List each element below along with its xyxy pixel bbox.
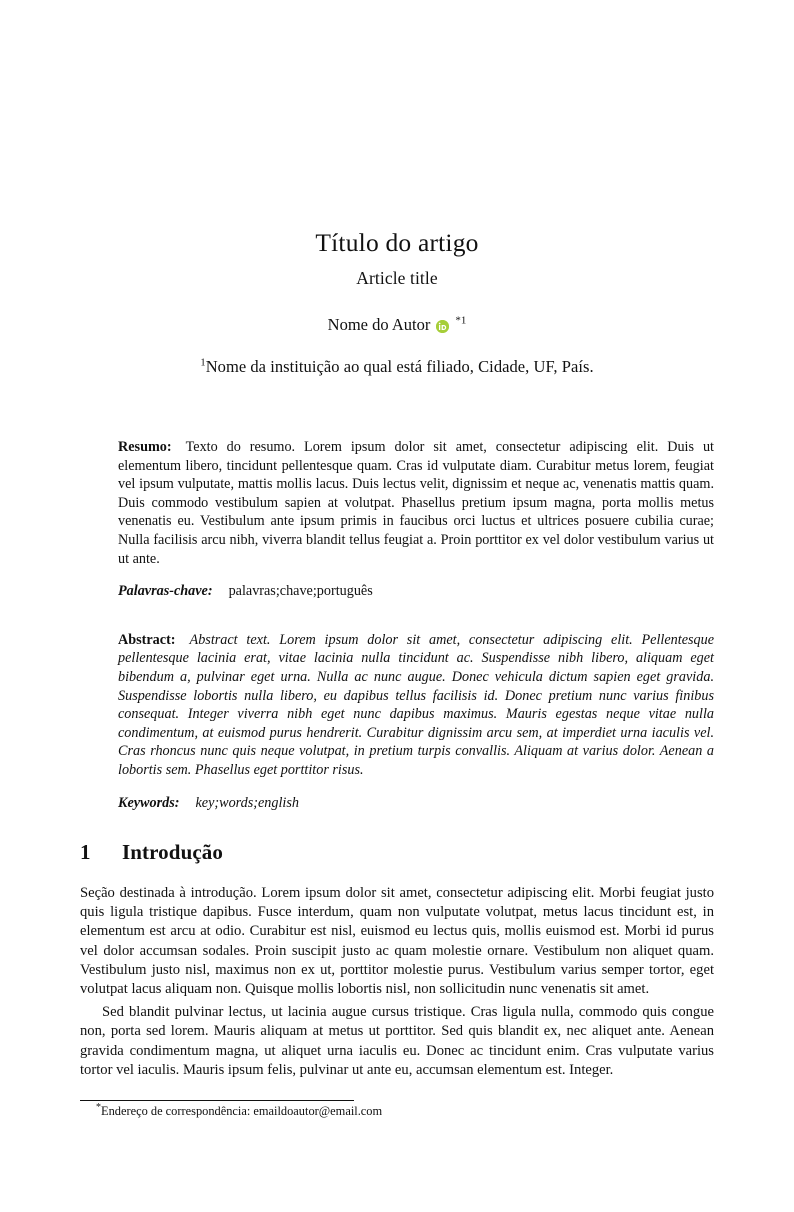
keywords-value: key;words;english: [195, 794, 299, 811]
keywords-row: [118, 794, 714, 813]
title-block: [80, 228, 714, 377]
affiliation-text: Nome da instituição ao qual está filiado, Cidade, UF, País.: [205, 357, 594, 377]
resumo-body: Texto do resumo. Lorem ipsum dolor sit amet, consectetur adipiscing elit. Duis ut elementum libero, tincidunt pellentesque quam. Cras id vulputate diam. Curabitur metus lorem, feugiat vel ipsum vulputate, mattis mollis lacus. Duis lectus velit, dignissim et neque ac, venenatis mattis quam. Duis commodo vestibulum sapien at volutpat. Phasellus pretium ipsum magna, porta mollis metus venenatis eu. Vestibulum ante ipsum primis in faucibus orci luctus et ultrices posuere cubilia curae; Nulla facilisis arcu nibh, viverra blandit tellus feugiat a. Proin porttitor ex vel dolor vestibulum varius ut ut ante.: [118, 439, 714, 567]
abstract-english: [118, 631, 714, 812]
affiliation-marker: 1: [200, 357, 206, 369]
abstract-section: [118, 438, 714, 812]
palavras-chave-label: Palavras-chave:: [118, 583, 213, 600]
affiliation-line: [80, 357, 714, 377]
body-paragraph: Sed blandit pulvinar lectus, ut lacinia augue cursus tristique. Cras ligula nulla, commodo quis congue non, porta sed lorem. Mauris aliquam at metus ut porttitor. Sed quis blandit ex, nec aliquet ante. Aenean gravida condimentum magna, ut aliquet urna iaculis eu. Donec ac tincidunt enim. Cras vulputate varius tortor vel iaculis. Mauris ipsum felis, pulvinar ut ante eu, accumsan elementum est. Integer.: [80, 1004, 714, 1078]
author-affiliation-marker: *1: [455, 314, 467, 327]
keywords-label: Keywords:: [118, 794, 180, 811]
abstract-label: Abstract:: [118, 631, 176, 648]
footnote-text: Endereço de correspondência: emaildoautor@email.com: [101, 1104, 383, 1118]
palavras-chave-row: [118, 582, 714, 601]
footnote: [96, 1103, 382, 1119]
abstract-paragraph: [118, 631, 714, 780]
author-line: [80, 315, 714, 335]
palavras-chave-value: palavras;chave;português: [228, 583, 373, 600]
orcid-id-icon[interactable]: [436, 320, 449, 333]
abstract-divider-space: [118, 601, 714, 631]
section-number: 1: [80, 840, 91, 864]
resumo-paragraph: [118, 438, 714, 568]
page-subtitle: Article title: [356, 268, 438, 289]
body-paragraph: Seção destinada à introdução. Lorem ipsum dolor sit amet, consectetur adipiscing elit. Morbi feugiat justo quis ligula tristique dapibus. Fusce interdum, quam non vulputate volutpat, metus lacus tincidunt est, in elementum est arcu at odio. Curabitur est nisl, euismod eu lectus quis, mollis euismod est. Morbi id purus vel dolor accumsan sodales. Proin suscipit justo ac quam molestie ornare. Vestibulum non aliquet quam. Vestibulum justo nisl, maximus non ex ut, porttitor molestie purus. Vestibulum varius semper tortor, eget volutpat lacus aliquam non. Quisque mollis lobortis nisl, non sollicitudin nunc venenatis sit amet.: [80, 885, 714, 998]
footnote-marker: *: [96, 1101, 101, 1113]
author-name: Nome do Autor: [327, 315, 431, 335]
abstract-portuguese: [118, 438, 714, 601]
resumo-label: Resumo:: [118, 439, 172, 455]
section-body: [80, 884, 714, 1080]
section-heading-introducao: [80, 840, 223, 865]
section-title: Introdução: [122, 840, 223, 864]
page-title: Título do artigo: [315, 228, 479, 257]
footnote-rule: [80, 1100, 354, 1101]
abstract-body: Abstract text. Lorem ipsum dolor sit amet, consectetur adipiscing elit. Pellentesque pellentesque lacinia erat, vitae lacinia nulla tincidunt ac. Suspendisse nibh libero, aliquam eget bibendum a, pulvinar eget urna. Nulla ac nunc augue. Donec vehicula dictum sapien eget gravida. Suspendisse lobortis nulla libero, eu dapibus tellus facilisis id. Donec pretium nunc varius finibus consequat. Integer viverra nibh eget nunc dapibus maximus. Mauris egestas neque vitae nulla condimentum, at euismod purus hendrerit. Curabitur dignissim arcu sem, at imperdiet urna iaculis vel. Cras rhoncus nunc quis neque volutpat, in pretium turpis convallis. Aliquam at varius dolor. Aenean a lobortis sem. Phasellus eget porttitor risus.: [118, 631, 714, 778]
